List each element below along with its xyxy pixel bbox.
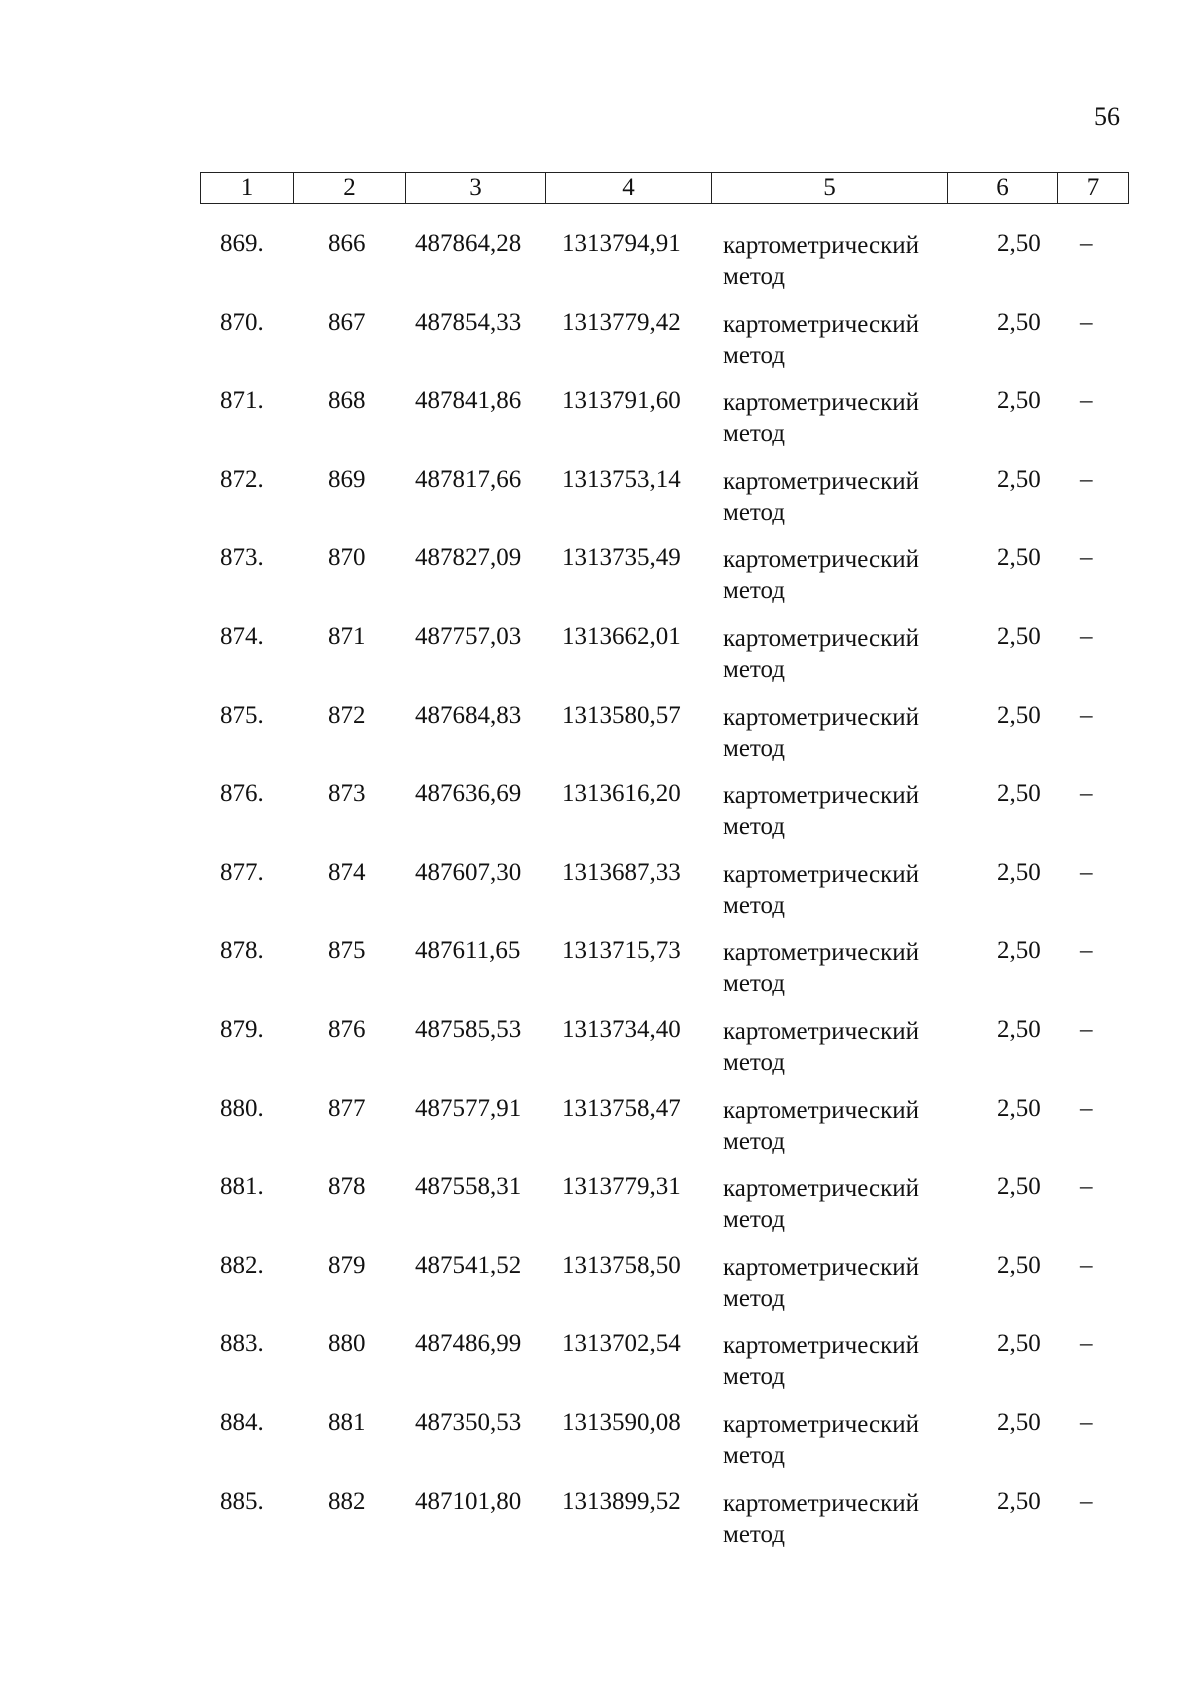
method-line-1: картометрический (723, 860, 919, 888)
coordinate-x: 487841,86 (415, 387, 522, 415)
accuracy-value: 2,50 (997, 1173, 1041, 1201)
point-number: 866 (328, 230, 366, 257)
method-text (723, 309, 919, 371)
row-number: 882. (220, 1251, 264, 1279)
method-text (723, 1173, 919, 1235)
accuracy-value: 2,50 (997, 308, 1041, 336)
point-number: 868 (328, 387, 366, 415)
row-number: 872. (220, 465, 264, 493)
column-header-2: 2 (294, 173, 406, 204)
method-line-2: метод (723, 263, 786, 290)
table-row (200, 698, 1128, 777)
row-number: 883. (220, 1330, 264, 1358)
method-line-2: метод (723, 1284, 786, 1312)
coordinate-x: 487607,30 (415, 858, 522, 886)
accuracy-value: 2,50 (997, 465, 1041, 493)
table-row (200, 855, 1128, 934)
point-number: 877 (328, 1094, 366, 1122)
page-number: 56 (1094, 102, 1120, 131)
row-number: 869. (220, 230, 264, 257)
method-text (723, 623, 919, 685)
method-line-1: картометрический (723, 782, 919, 810)
row-number: 874. (220, 622, 264, 650)
method-text (723, 1488, 919, 1550)
row-number: 884. (220, 1408, 264, 1436)
method-line-1: картометрический (723, 1017, 919, 1045)
coordinate-x: 487101,80 (415, 1487, 522, 1515)
coordinate-y: 1313662,01 (562, 622, 681, 650)
method-line-2: метод (723, 1441, 786, 1469)
coordinate-x: 487757,03 (415, 622, 522, 650)
coordinate-y: 1313758,47 (562, 1094, 681, 1122)
accuracy-value: 2,50 (997, 1330, 1041, 1358)
table-row (200, 619, 1128, 698)
accuracy-value: 2,50 (997, 387, 1041, 415)
method-line-2: метод (723, 1363, 786, 1391)
method-text (723, 230, 919, 292)
table-row (200, 1248, 1128, 1327)
method-line-1: картометрический (723, 1253, 919, 1281)
table-row (200, 1091, 1128, 1170)
table-row (200, 933, 1128, 1012)
note-value: – (1080, 1173, 1093, 1201)
table-row (200, 1169, 1128, 1248)
point-number: 880 (328, 1330, 366, 1358)
row-number: 870. (220, 308, 264, 336)
note-value: – (1080, 230, 1093, 257)
coordinate-x: 487350,53 (415, 1408, 522, 1436)
method-line-2: метод (723, 420, 786, 448)
row-number: 875. (220, 701, 264, 729)
column-header-7: 7 (1058, 173, 1129, 204)
method-line-1: картометрический (723, 1332, 919, 1360)
table-row (200, 776, 1128, 855)
method-line-2: метод (723, 1127, 786, 1155)
method-text (723, 937, 919, 999)
column-header-5: 5 (712, 173, 948, 204)
row-number: 877. (220, 858, 264, 886)
method-text (723, 1252, 919, 1314)
method-line-1: картометрический (723, 232, 919, 259)
coordinate-y: 1313753,14 (562, 465, 681, 493)
table-row (200, 1012, 1128, 1091)
coordinate-x: 487827,09 (415, 544, 522, 572)
accuracy-value: 2,50 (997, 701, 1041, 729)
method-line-2: метод (723, 813, 786, 841)
table-row (200, 1326, 1128, 1405)
note-value: – (1080, 858, 1093, 886)
method-line-2: метод (723, 577, 786, 605)
method-line-2: метод (723, 1206, 786, 1234)
point-number: 879 (328, 1251, 366, 1279)
coordinate-y: 1313702,54 (562, 1330, 681, 1358)
accuracy-value: 2,50 (997, 544, 1041, 572)
note-value: – (1080, 465, 1093, 493)
method-line-1: картометрический (723, 1410, 919, 1438)
note-value: – (1080, 701, 1093, 729)
method-text (723, 387, 919, 449)
coordinate-y: 1313616,20 (562, 780, 681, 808)
accuracy-value: 2,50 (997, 1015, 1041, 1043)
column-header-3: 3 (406, 173, 546, 204)
accuracy-value: 2,50 (997, 1251, 1041, 1279)
coordinate-x: 487611,65 (415, 937, 521, 965)
point-number: 869 (328, 465, 366, 493)
coordinate-y: 1313779,31 (562, 1173, 681, 1201)
point-number: 874 (328, 858, 366, 886)
table-row (200, 305, 1128, 384)
row-number: 879. (220, 1015, 264, 1043)
note-value: – (1080, 387, 1093, 415)
note-value: – (1080, 308, 1093, 336)
column-header-row (201, 173, 1129, 204)
method-line-2: метод (723, 891, 786, 919)
method-line-1: картометрический (723, 467, 919, 495)
table-row (200, 1405, 1128, 1484)
column-header-4: 4 (546, 173, 712, 204)
point-number: 867 (328, 308, 366, 336)
method-line-1: картометрический (723, 310, 919, 338)
method-text (723, 1409, 919, 1471)
row-number: 880. (220, 1094, 264, 1122)
column-header-1: 1 (201, 173, 294, 204)
method-text (723, 1330, 919, 1392)
method-text (723, 1016, 919, 1078)
method-text (723, 859, 919, 921)
point-number: 875 (328, 937, 366, 965)
note-value: – (1080, 1330, 1093, 1358)
coordinate-x: 487854,33 (415, 308, 522, 336)
method-line-1: картометрический (723, 1175, 919, 1203)
column-header-6: 6 (948, 173, 1058, 204)
method-line-2: метод (723, 734, 786, 762)
method-text (723, 780, 919, 842)
table-row (200, 226, 1128, 305)
method-line-1: картометрический (723, 1096, 919, 1124)
point-number: 870 (328, 544, 366, 572)
coordinate-x: 487486,99 (415, 1330, 522, 1358)
note-value: – (1080, 1487, 1093, 1515)
method-line-1: картометрический (723, 939, 919, 967)
coordinate-x: 487636,69 (415, 780, 522, 808)
method-line-1: картометрический (723, 389, 919, 417)
accuracy-value: 2,50 (997, 1094, 1041, 1122)
coordinate-x: 487817,66 (415, 465, 522, 493)
method-line-1: картометрический (723, 624, 919, 652)
accuracy-value: 2,50 (997, 1408, 1041, 1436)
method-line-2: метод (723, 1048, 786, 1076)
coordinate-y: 1313899,52 (562, 1487, 681, 1515)
point-number: 871 (328, 622, 366, 650)
table-row (200, 540, 1128, 619)
method-text (723, 466, 919, 528)
point-number: 873 (328, 780, 366, 808)
method-line-1: картометрический (723, 703, 919, 731)
coordinate-y: 1313734,40 (562, 1015, 681, 1043)
coordinate-x: 487541,52 (415, 1251, 522, 1279)
coordinate-y: 1313735,49 (562, 544, 681, 572)
coordinate-y: 1313791,60 (562, 387, 681, 415)
method-line-2: метод (723, 1520, 786, 1548)
table-row (200, 1484, 1128, 1563)
row-number: 885. (220, 1487, 264, 1515)
note-value: – (1080, 544, 1093, 572)
row-number: 871. (220, 387, 264, 415)
accuracy-value: 2,50 (997, 1487, 1041, 1515)
coordinate-y: 1313715,73 (562, 937, 681, 965)
table-row (200, 383, 1128, 462)
row-number: 881. (220, 1173, 264, 1201)
coordinate-y: 1313794,91 (562, 230, 681, 257)
point-number: 876 (328, 1015, 366, 1043)
coordinate-x: 487585,53 (415, 1015, 522, 1043)
method-line-1: картометрический (723, 546, 919, 574)
coordinate-rows (200, 226, 1128, 1562)
note-value: – (1080, 937, 1093, 965)
coordinate-y: 1313590,08 (562, 1408, 681, 1436)
note-value: – (1080, 1251, 1093, 1279)
row-number: 873. (220, 544, 264, 572)
coordinate-x: 487864,28 (415, 230, 522, 257)
coordinate-x: 487684,83 (415, 701, 522, 729)
method-text (723, 1095, 919, 1157)
accuracy-value: 2,50 (997, 937, 1041, 965)
coordinate-x: 487558,31 (415, 1173, 522, 1201)
note-value: – (1080, 1094, 1093, 1122)
point-number: 881 (328, 1408, 366, 1436)
method-line-2: метод (723, 970, 786, 998)
note-value: – (1080, 780, 1093, 808)
coordinate-x: 487577,91 (415, 1094, 522, 1122)
accuracy-value: 2,50 (997, 780, 1041, 808)
table-row (200, 462, 1128, 541)
method-text (723, 544, 919, 606)
accuracy-value: 2,50 (997, 622, 1041, 650)
row-number: 876. (220, 780, 264, 808)
method-line-2: метод (723, 655, 786, 683)
method-text (723, 702, 919, 764)
column-header-table (200, 172, 1129, 204)
coordinate-y: 1313779,42 (562, 308, 681, 336)
coordinate-y: 1313758,50 (562, 1251, 681, 1279)
row-number: 878. (220, 937, 264, 965)
note-value: – (1080, 1015, 1093, 1043)
point-number: 878 (328, 1173, 366, 1201)
method-line-2: метод (723, 498, 786, 526)
coordinate-y: 1313580,57 (562, 701, 681, 729)
note-value: – (1080, 1408, 1093, 1436)
coordinate-y: 1313687,33 (562, 858, 681, 886)
method-line-1: картометрический (723, 1489, 919, 1517)
accuracy-value: 2,50 (997, 230, 1041, 257)
method-line-2: метод (723, 341, 786, 369)
point-number: 872 (328, 701, 366, 729)
point-number: 882 (328, 1487, 366, 1515)
note-value: – (1080, 622, 1093, 650)
accuracy-value: 2,50 (997, 858, 1041, 886)
